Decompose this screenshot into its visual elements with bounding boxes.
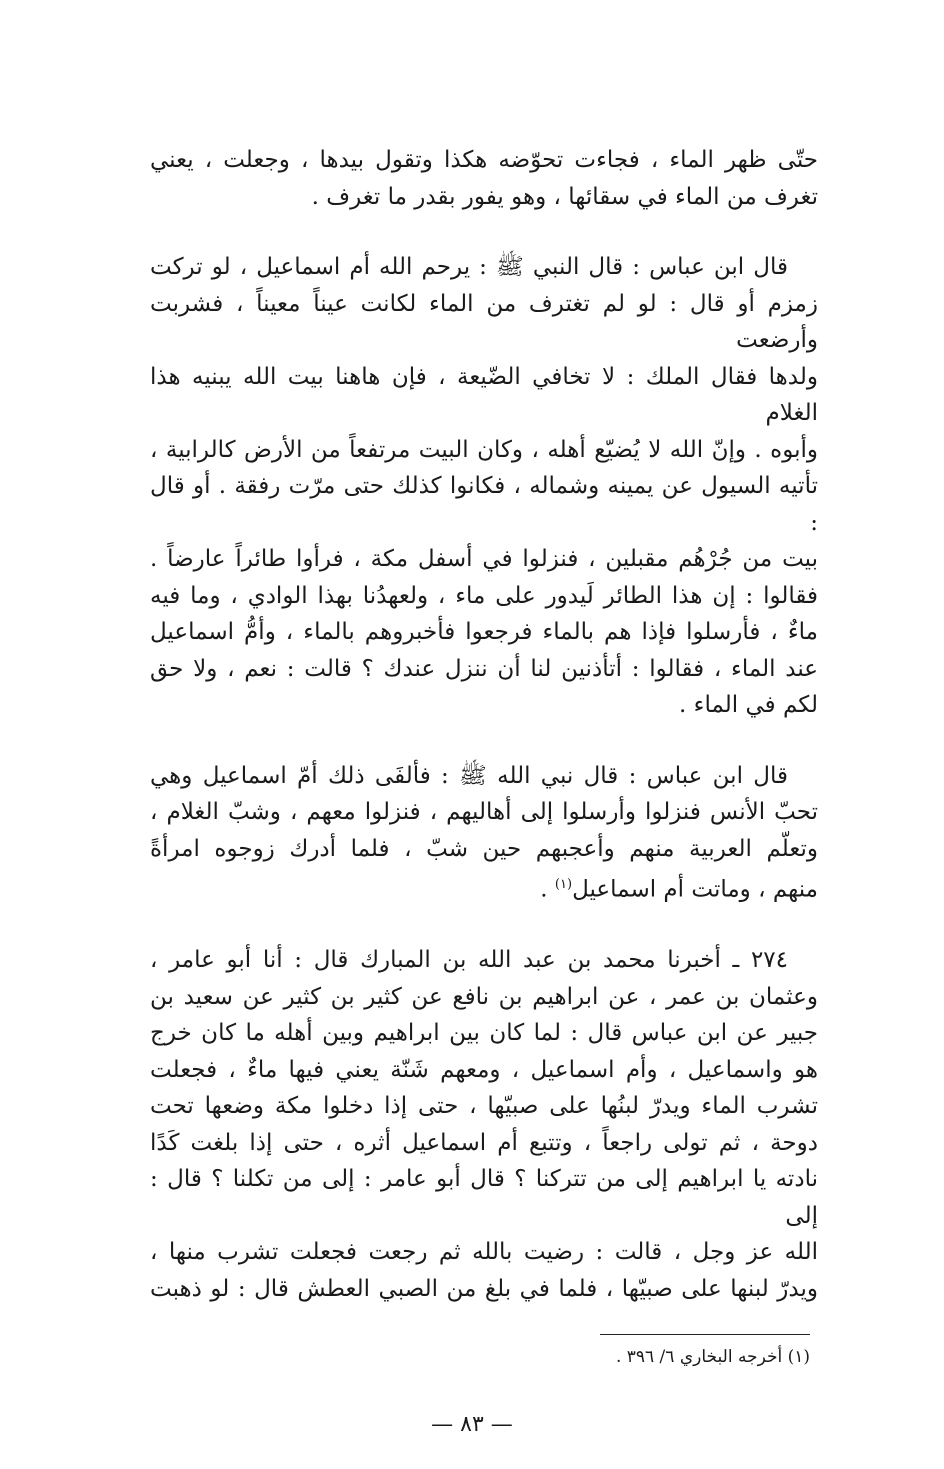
- text-line: حتّى ظهر الماء ، فجاءت تحوّضه هكذا وتقول بيدها ، وجعلت ، يعني: [150, 147, 818, 173]
- footnote-divider: [600, 1334, 810, 1335]
- text-line: ولدها فقال الملك : لا تخافي الضّيعة ، فإن هاهنا بيت الله يبنيه هذا الغلام: [150, 363, 818, 426]
- text-line: جبير عن ابن عباس قال : لما كان بين ابراهيم وبين أهله ما كان خرج: [150, 1020, 818, 1047]
- paragraph-3: [150, 758, 818, 909]
- paragraph-2: [150, 249, 818, 724]
- text-line: ٢٧٤ ـ أخبرنا محمد بن عبد الله بن المبارك قال : أنا أبو عامر ،: [150, 947, 788, 974]
- text-line: نادته يا ابراهيم إلى من تتركنا ؟ قال أبو عامر : إلى من تكلنا ؟ قال : إلى: [150, 1166, 818, 1229]
- text-line-body: منهم ، وماتت أم اسماعيل: [572, 876, 818, 903]
- text-line: وعثمان بن عمر ، عن ابراهيم بن نافع عن كثير بن كثير عن سعيد بن: [150, 983, 818, 1010]
- text-line: فقالوا : إن هذا الطائر لَيدور على ماء ، ولعهدُنا بهذا الوادي ، وما فيه: [150, 582, 818, 609]
- page-body: [150, 142, 818, 1307]
- text-line: الله عز وجل ، قالت : رضيت بالله ثم رجعت فجعلت تشرب منها ،: [150, 1239, 818, 1266]
- text-line: قال ابن عباس : قال النبي ﷺ : يرحم الله أم اسماعيل ، لو تركت: [150, 254, 788, 280]
- text-line: تشرب الماء ويدرّ لبنُها على صبيّها ، حتى إذا دخلوا مكة وضعها تحت: [150, 1093, 818, 1120]
- text-line: بيت من جُرْهُم مقبلين ، فنزلوا في أسفل مكة ، فرأوا طائراً عارضاً .: [150, 546, 818, 572]
- footnote: (١) أخرجه البخاري ٦/ ٣٩٦ .: [615, 1347, 810, 1367]
- text-line-tail: .: [540, 876, 555, 903]
- page-number: — ٨٣ —: [431, 1412, 513, 1437]
- text-line: ويدرّ لبنها على صبيّها ، فلما في بلغ من الصبي العطش قال : لو ذهبت: [150, 1275, 818, 1302]
- text-line: [150, 867, 818, 908]
- text-line: وأبوه . وإنّ الله لا يُضيّع أهله ، وكان البيت مرتفعاً من الأرض كالرابية ،: [150, 436, 818, 463]
- text-line: تغرف من الماء في سقائها ، وهو يفور بقدر ما تغرف .: [311, 183, 818, 210]
- paragraph-1: [150, 142, 818, 215]
- footnote-ref: (١): [554, 877, 573, 892]
- text-line: ماءٌ ، فأرسلوا فإذا هم بالماء فرجعوا فأخبروهم بالماء ، وأمُّ اسماعيل: [150, 619, 818, 645]
- text-line: وتعلّم العربية منهم وأعجبهم حين شبّ ، فلما أدرك زوجوه امرأةً: [150, 835, 818, 862]
- text-line: قال ابن عباس : قال نبي الله ﷺ : فألفَى ذلك أمّ اسماعيل وهي: [150, 762, 788, 789]
- text-line: تحبّ الأنس فنزلوا وأرسلوا إلى أهاليهم ، فنزلوا معهم ، وشبّ الغلام ،: [150, 799, 818, 825]
- text-line: لكم في الماء .: [679, 692, 818, 718]
- paragraph-4: [150, 942, 818, 1307]
- text-line: عند الماء ، فقالوا : أتأذنين لنا أن ننزل عندك ؟ قالت : نعم ، ولا حق: [150, 655, 818, 682]
- text-line: هو واسماعيل ، وأم اسماعيل ، ومعهم شَنّة يعني فيها ماءٌ ، فجعلت: [150, 1056, 818, 1083]
- text-line: زمزم أو قال : لو لم تغترف من الماء لكانت عيناً معيناً ، فشربت وأرضعت: [150, 290, 818, 353]
- text-line: دوحة ، ثم تولى راجعاً ، وتتبع أم اسماعيل أثره ، حتى إذا بلغت كَدًا: [150, 1129, 818, 1156]
- text-line: تأتيه السيول عن يمينه وشماله ، فكانوا كذلك حتى مرّت رفقة . أو قال :: [150, 473, 818, 536]
